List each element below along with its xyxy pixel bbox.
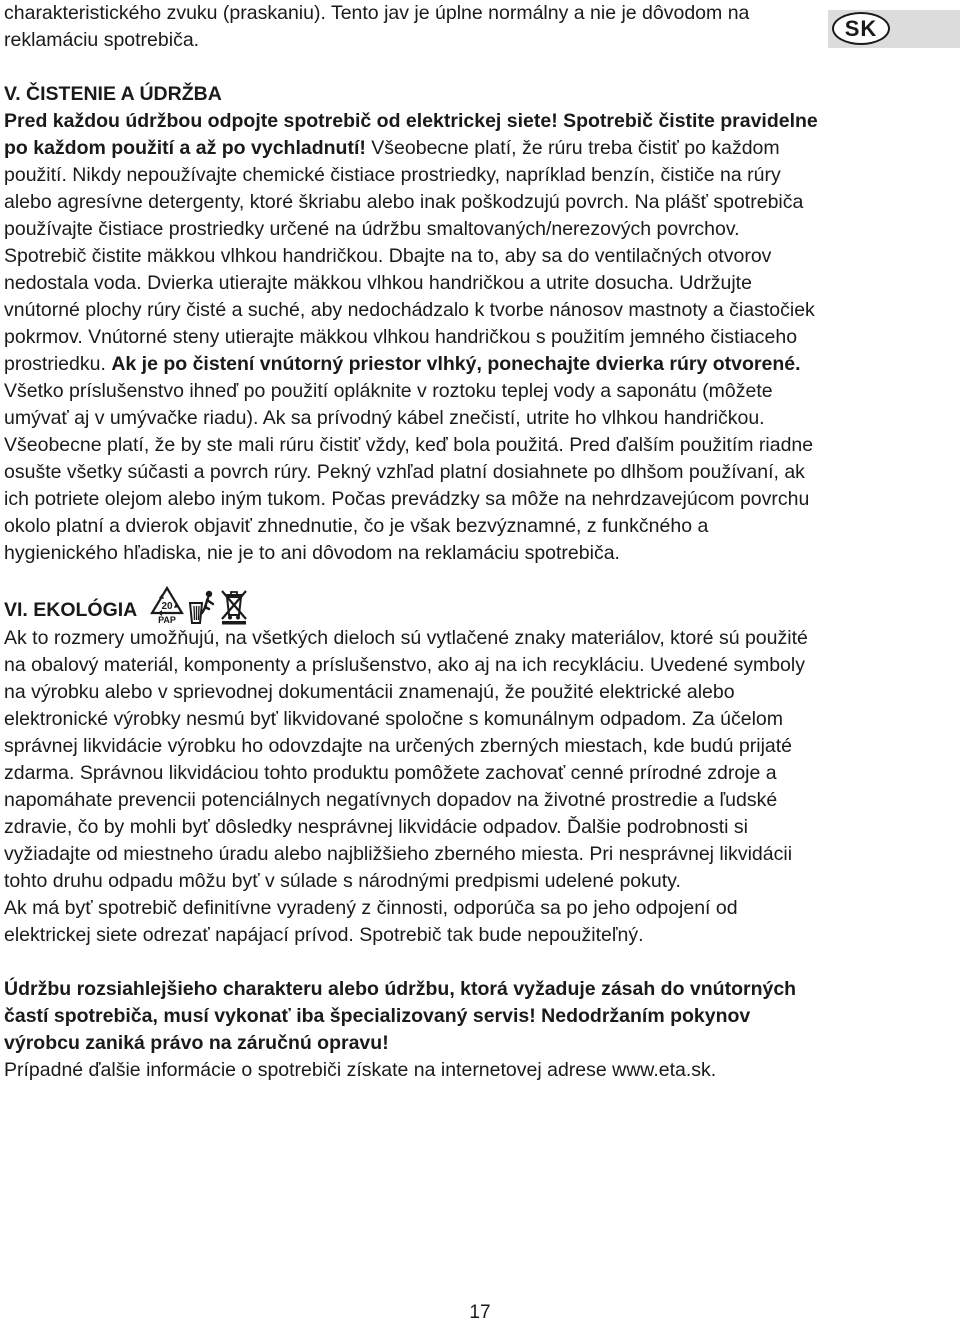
section-6-paragraph-2: Ak má byť spotrebič definitívne vyradený z činnosti, odporúča sa po jeho odpojení od elektrickej siete odrezať napájací prívod. Spotrebič tak bude nepoužiteľný. — [4, 897, 738, 946]
section-5-text-2: Všetko príslušenstvo ihneď po použití opláknite v roztoku teplej vody a saponátu (môžete umývať aj v umývačke riadu). Ak sa prívodný kábel znečistí, utrite ho vlhkou handričkou. Všeobecne platí, že by ste mali rúru čistiť vždy, keď bola použitá. Pred ďalším použitím riadne osušte všetky súčasti a povrch rúry. Pekný vzhľad platní dosiahnete po dlhšom používaní, ak ich potriete olejom alebo iným tukom. Počas prevádzky sa môže na nehrdzavejúcom povrchu okolo platní a dvierok objaviť zhnednutie, čo je však bezvýznamné, z funkčného a hygienického hľadiska, nie je to ani dôvodom na reklamáciu spotrebiča. — [4, 380, 814, 564]
info-line: Prípadné ďalšie informácie o spotrebiči získate na internetovej adrese www.eta.sk. — [4, 1059, 717, 1081]
litter-bin-icon — [187, 589, 217, 625]
section-6-paragraph-1: Ak to rozmery umožňujú, na všetkých dieloch sú vytlačené znaky materiálov, ktoré sú použité na obalový materiál, komponenty a príslušenstvo, ako aj na ich recykláciu. Uvedené symboly na výrobku alebo v sprievodnej dokumentácii znamenajú, že použité elektrické alebo elektronické výrobky nesmú byť likvidované spoločne s komunálnym odpadom. Za účelom správnej likvidácie výrobku ho odovzdajte na určených zberných miestach, kde budú prijaté zdarma. Správnou likvidáciou tohto produktu pomôžete zachovať cenné prírodné zdroje a napomáhate prevencii potenciálnych negatívnych dopadov na životné prostredie a ľudské zdravie, čo by mohli byť dôsledky nesprávnej likvidácie odpadov. Ďalšie podrobnosti si vyžiadajte od miestneho úradu alebo najbližšieho zberného miesta. Pri nesprávnej likvidácii tohto druhu odpadu môžu byť v súlade s národnými predpismi udelené pokuty. — [4, 627, 808, 892]
section-5-bold-lead: Pred každou údržbou odpojte spotrebič od elektrickej siete! Spotrebič čistite pravidelne po každom použití a až po vychladnutí! — [4, 110, 818, 159]
recycle-label: PAP — [158, 615, 177, 625]
page-content — [4, 0, 824, 1084]
page-number: 17 — [469, 1302, 491, 1323]
section-5-text-1: Všeobecne platí, že rúru treba čistiť po každom použití. Nikdy nepoužívajte chemické čistiace prostriedky, napríklad benzín, čističe na rúry alebo agresívne detergenty, ktoré škriabu alebo inak poškodzujú povrch. Na plášť spotrebiča používajte čistiace prostriedky určené na údržbu smaltovaných/nerezových povrchov. Spotrebič čistite mäkkou vlhkou handričkou. Dbajte na to, aby sa do ventilačných otvorov nedostala voda. Dvierka utierajte mäkkou vlhkou handričkou a utrite dosucha. Udržujte vnútorné plochy rúry čisté a suché, aby nedochádzalo k tvorbe nánosov mastnoty a čiastočiek pokrmov. Vnútorné steny utierajte mäkkou vlhkou handričkou s použitím jemného čistiaceho prostriedku. — [4, 137, 815, 375]
section-6-heading: VI. EKOLÓGIA — [4, 599, 138, 621]
section-5-bold-mid: Ak je po čistení vnútorný priestor vlhký, ponechajte dvierka rúry otvorené. — [111, 353, 801, 375]
language-badge — [828, 10, 960, 48]
recycle-number: 20 — [161, 601, 173, 612]
section-6-header — [4, 581, 824, 625]
recycle-icon — [149, 585, 185, 625]
section-5-body — [4, 108, 824, 567]
service-warning — [4, 976, 824, 1057]
intro-paragraph: charakteristického zvuku (praskaniu). Tento jav je úplne normálny a nie je dôvodom na reklamáciu spotrebiča. — [4, 2, 750, 51]
service-warning-text: Údržbu rozsiahlejšieho charakteru alebo údržbu, ktorá vyžaduje zásah do vnútorných častí spotrebiča, musí vykonať iba špecializovaný servis! Nedodržaním pokynov výrobcu zaniká právo na záručnú opravu! — [4, 978, 797, 1054]
section-5-heading: V. ČISTENIE A ÚDRŽBA — [4, 83, 222, 105]
crossed-bin-icon — [219, 589, 249, 625]
language-code: SK — [832, 12, 890, 45]
ecology-symbols — [149, 585, 249, 625]
